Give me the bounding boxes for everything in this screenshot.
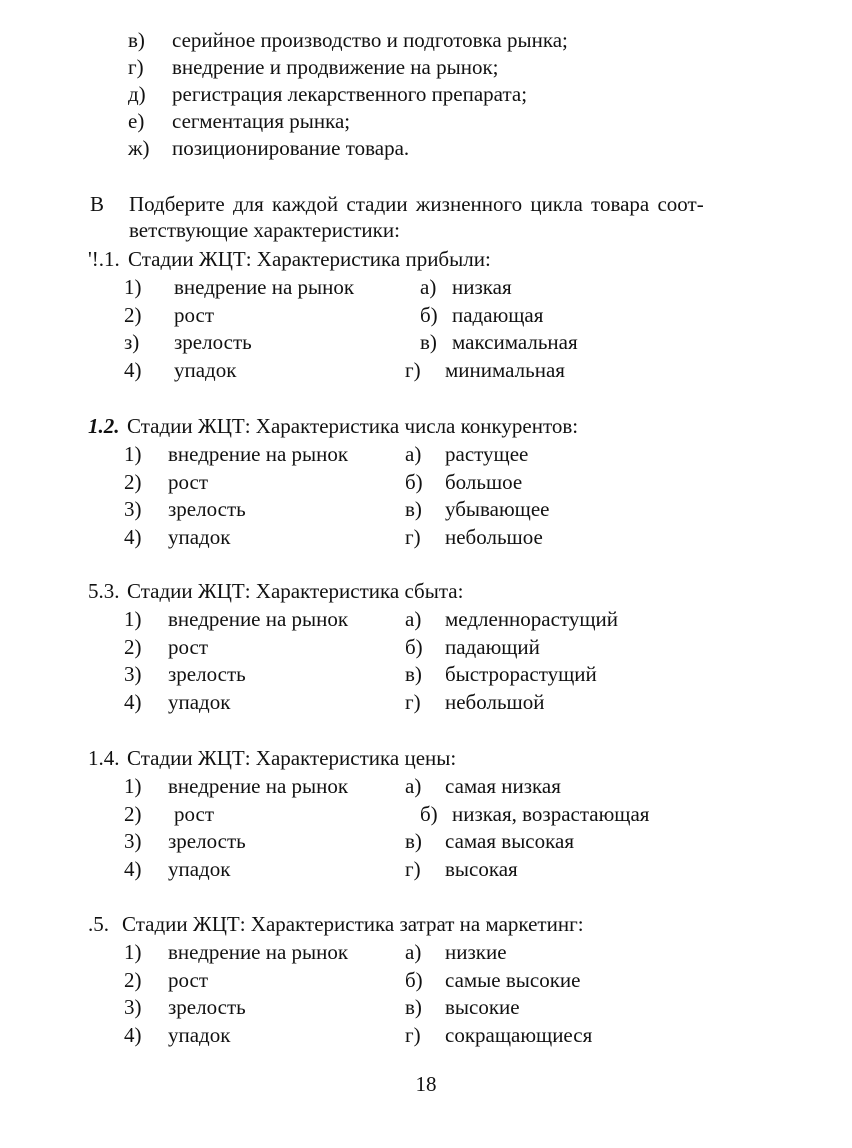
stage-mark: з) [124, 330, 140, 354]
page-number: 18 [415, 1072, 437, 1096]
characteristic-text: низкая, возрастающая [452, 801, 650, 826]
characteristic-text: падающий [445, 634, 540, 659]
characteristic-text: сокращающиеся [445, 1022, 593, 1047]
characteristic-text: небольшое [445, 524, 543, 549]
stage-mark: 2) [124, 302, 142, 327]
stage-mark: 2) [124, 469, 142, 494]
item-mark: д) [128, 82, 146, 106]
characteristic-mark: а) [420, 275, 437, 299]
item-mark: е) [128, 109, 145, 133]
stage-text: внедрение на рынок [168, 940, 349, 964]
characteristic-mark: б) [420, 302, 438, 327]
section-mark: В [90, 192, 105, 216]
characteristic-mark: б) [405, 967, 423, 992]
characteristic-mark: в) [405, 662, 422, 686]
characteristic-mark: г) [405, 856, 421, 881]
item-mark: ж) [128, 136, 150, 160]
characteristic-mark: б) [405, 469, 423, 494]
stage-mark: 3) [124, 662, 142, 686]
item-text: регистрация лекарственного препарата; [172, 82, 528, 106]
question-number: 1.2. [88, 414, 120, 438]
stage-text: упадок [168, 524, 231, 549]
section-line-1: Подберите для каждой стадии жизненного цикла товара соот- [129, 192, 704, 216]
stage-text: рост [168, 967, 209, 992]
section-line-2: ветствующие характеристики: [129, 218, 400, 242]
characteristic-text: медленнорастущий [445, 607, 618, 631]
characteristic-text: высокие [445, 995, 520, 1019]
stage-mark: 1) [124, 442, 142, 466]
stage-mark: 1) [124, 607, 142, 631]
characteristic-mark: б) [420, 801, 438, 826]
characteristic-mark: г) [405, 1022, 421, 1047]
stage-mark: 1) [124, 774, 142, 798]
question-number: .5. [88, 912, 109, 936]
question-title: Стадии ЖЦТ: Характеристика сбыта: [127, 579, 464, 603]
characteristic-text: растущее [445, 442, 529, 466]
stage-text: рост [174, 801, 215, 826]
stage-text: рост [168, 634, 209, 659]
stage-text: внедрение на рынок [168, 442, 349, 466]
question-title: Стадии ЖЦТ: Характеристика числа конкурентов: [127, 414, 579, 438]
stage-text: упадок [174, 357, 237, 382]
characteristic-text: минимальная [445, 357, 565, 382]
stage-mark: 4) [124, 856, 142, 881]
stage-mark: 1) [124, 275, 142, 299]
item-text: позиционирование товара. [172, 136, 410, 160]
characteristic-mark: г) [405, 689, 421, 714]
stage-mark: 2) [124, 634, 142, 659]
stage-mark: 3) [124, 829, 142, 853]
characteristic-mark: в) [405, 497, 422, 521]
characteristic-text: низкая [452, 275, 512, 299]
characteristic-mark: а) [405, 607, 422, 631]
question-title: Стадии ЖЦТ: Характеристика цены: [127, 746, 457, 770]
stage-text: зрелость [168, 995, 246, 1019]
characteristic-text: самая высокая [445, 829, 574, 853]
stage-text: рост [174, 302, 215, 327]
characteristic-mark: г) [405, 524, 421, 549]
characteristic-text: максимальная [452, 330, 578, 354]
stage-text: внедрение на рынок [174, 275, 355, 299]
characteristic-text: низкие [445, 940, 507, 964]
characteristic-text: большое [445, 469, 523, 494]
item-text: серийное производство и подготовка рынка; [172, 28, 568, 52]
stage-text: внедрение на рынок [168, 607, 349, 631]
item-mark: в) [128, 28, 145, 52]
stage-mark: 2) [124, 801, 142, 826]
characteristic-text: убывающее [445, 497, 550, 521]
stage-text: зрелость [174, 330, 252, 354]
stage-text: зрелость [168, 662, 246, 686]
stage-mark: 4) [124, 689, 142, 714]
characteristic-mark: в) [420, 330, 437, 354]
characteristic-text: падающая [452, 302, 544, 327]
characteristic-mark: а) [405, 940, 422, 964]
stage-text: внедрение на рынок [168, 774, 349, 798]
stage-mark: 4) [124, 357, 142, 382]
characteristic-mark: в) [405, 829, 422, 853]
intro-item [128, 27, 568, 53]
question-number: 5.3. [88, 579, 120, 603]
question-title: Стадии ЖЦТ: Характеристика прибыли: [128, 247, 491, 271]
item-mark: г) [128, 55, 144, 79]
characteristic-text: небольшой [445, 689, 545, 714]
stage-mark: 3) [124, 995, 142, 1019]
characteristic-text: высокая [445, 856, 518, 881]
stage-text: упадок [168, 856, 231, 881]
intro-item [128, 135, 410, 161]
question-number: '!.1. [88, 247, 120, 271]
question-number: 1.4. [88, 746, 120, 770]
intro-item [128, 81, 528, 107]
stage-mark: 4) [124, 1022, 142, 1047]
stage-text: зрелость [168, 497, 246, 521]
characteristic-mark: а) [405, 442, 422, 466]
stage-text: упадок [168, 1022, 231, 1047]
item-text: внедрение и продвижение на рынок; [172, 55, 499, 79]
stage-text: рост [168, 469, 209, 494]
characteristic-mark: а) [405, 774, 422, 798]
question-title: Стадии ЖЦТ: Характеристика затрат на маркетинг: [122, 912, 584, 936]
stage-mark: 3) [124, 497, 142, 521]
characteristic-mark: г) [405, 357, 421, 382]
characteristic-text: самые высокие [445, 967, 581, 992]
stage-text: зрелость [168, 829, 246, 853]
item-text: сегментация рынка; [172, 109, 351, 133]
stage-mark: 4) [124, 524, 142, 549]
stage-text: упадок [168, 689, 231, 714]
characteristic-mark: б) [405, 634, 423, 659]
characteristic-text: самая низкая [445, 774, 561, 798]
intro-item [128, 54, 499, 80]
characteristic-text: быстрорастущий [445, 662, 597, 686]
intro-item [128, 108, 351, 134]
stage-mark: 1) [124, 940, 142, 964]
characteristic-mark: в) [405, 995, 422, 1019]
stage-mark: 2) [124, 967, 142, 992]
